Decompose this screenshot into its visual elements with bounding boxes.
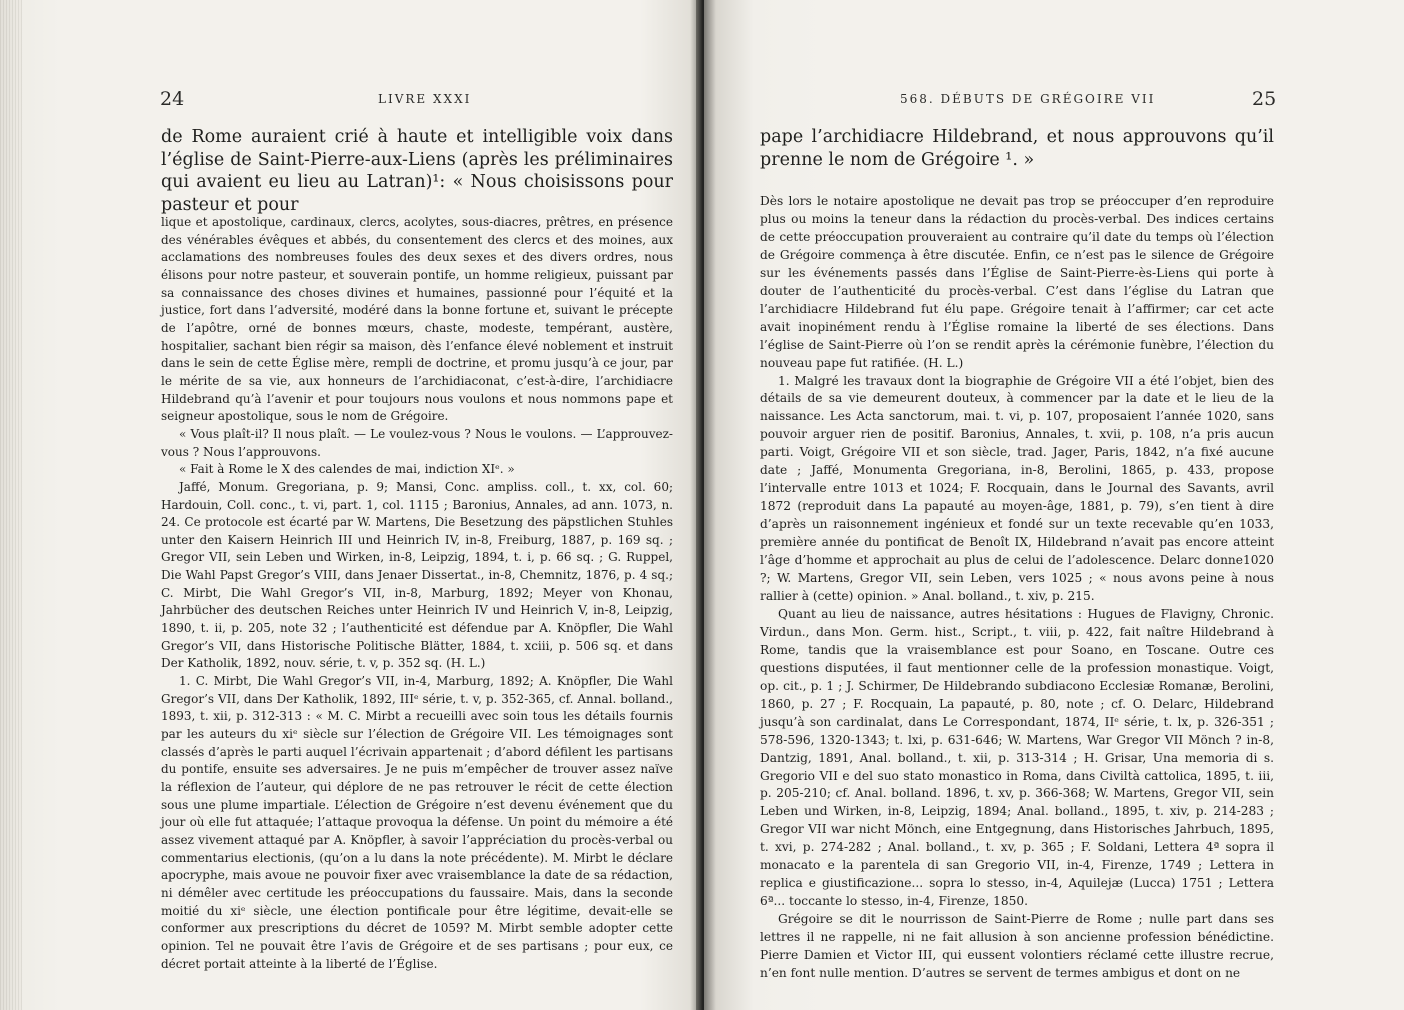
running-head: LIVRE XXXI [378,92,472,106]
main-text: pape l’archidiacre Hildebrand, et nous approuvons qu’il prenne le nom de Grégoire ¹. » [760,127,1274,170]
footnote-paragraph: « Vous plaît-il? Il nous plaît. — Le voulez-vous ? Nous le voulons. — L’approuvez-vous ? Nous l’approuvons. [161,426,673,459]
footnote-paragraph: 1. C. Mirbt, Die Wahl Gregor’s VII, in-4, Marburg, 1892; A. Knöpfler, Die Wahl Gregor’s VII, dans Der Katholik, 1892, IIIᵉ série, t. v, p. 352-365, cf. Annal. bolland., 1893, t. xii, p. 312-313 : « M. C. Mirbt a recueilli avec soin tous les détails fournis par les auteurs du xiᵉ siècle sur l’élection de Grégoire VII. Les témoignages sont classés d’après le parti auquel l’écrivain appartenait ; d’abord défilent les partisans du pontife, ensuite ses adversaires. Je ne puis m’empêcher de trouver assez naïve la réflexion de l’auteur, qui déplore de ne pas retrouver le récit de cette élection sous une plume impartiale. L’élection de Grégoire n’est devenu événement que du jour où elle fut attaquée; l’attaque provoqua la défense. Un point du mémoire a été assez vivement attaqué par A. Knöpfler, à savoir l’appréciation du procès-verbal ou commentarius electionis, (qu’on a lu dans la note précédente). M. Mirbt le déclare apocryphe, mais avoue ne pouvoir fixer avec vraisemblance la date de sa rédaction, ni démêler avec certitude les préoccupations du faussaire. Mais, dans la seconde moitié du xiᵉ siècle, une élection pontificale pour être légitime, devait-elle se conformer aux prescriptions du décret de 1059? M. Mirbt semble adopter cette opinion. Tel ne pouvait être l’avis de Grégoire et de ses partisans ; pour eux, ce décret portait atteinte à la liberté de l’Église. [161,674,673,971]
main-text: de Rome auraient crié à haute et intelligible voix dans l’église de Saint-Pierre-aux-Liens (après les préliminaires qui avaient eu lieu au Latran)¹: « Nous choisissons pour pasteur et pour [161,127,673,215]
running-head: 568. DÉBUTS DE GRÉGOIRE VII [900,92,1156,106]
footnote-paragraph: Jaffé, Monum. Gregoriana, p. 9; Mansi, Conc. ampliss. coll., t. xx, col. 60; Hardouin, Coll. conc., t. vi, part. 1, col. 1115 ; Baronius, Annales, ad ann. 1073, n. 24. Ce protocole est écarté par W. Martens, Die Besetzung des päpstlichen Stuhles unter den Kaisern Heinrich III und Heinrich IV, in-8, Freiburg, 1887, p. 169 sq. ; Gregor VII, sein Leben und Wirken, in-8, Leipzig, 1894, t. i, p. 66 sq. ; G. Ruppel, Die Wahl Papst Gregor’s VIII, dans Jenaer Dissertat., in-8, Chemnitz, 1876, p. 4 sq.; C. Mirbt, Die Wahl Gregor’s VII, in-8, Marburg, 1892; Meyer von Khonau, Jahrbücher des deutschen Reiches unter Heinrich IV und Heinrich V, in-8, Leipzig, 1890, t. ii, p. 205, note 32 ; l’authenticité est défendue par A. Knöpfler, Die Wahl Gregor’s VII, dans Historische Politische Blätter, 1884, t. xciii, p. 506 sq. et dans Der Katholik, 1892, nouv. série, t. v, p. 352 sq. (H. L.) [161,479,673,671]
page-number: 24 [160,88,185,110]
page-edge [0,0,22,1010]
footnote-paragraph: « Fait à Rome le X des calendes de mai, indiction XIᵉ. » [179,462,515,477]
footnotes [760,193,1274,983]
footnote-paragraph: Dès lors le notaire apostolique ne devait pas trop se préoccuper d’en reproduire plus ou moins la teneur dans la rédaction du procès-verbal. Des indices certains de cette préoccupation prouveraient au contraire qu’il date du temps où l’élection de Grégoire commença à être discutée. Enfin, ce n’est pas le silence de Grégoire sur les événements passés dans l’Église de Saint-Pierre-ès-Liens qui porte à douter de l’authenticité du procès-verbal. C’est dans l’église du Latran que l’archidiacre Hildebrand fut élu pape. Grégoire tenait à l’affirmer; car cet acte avait inopinément rendu à l’Église romaine la liberté de ses élections. Dans l’église de Saint-Pierre où l’on se rendit après la cérémonie funèbre, l’élection du nouveau pape fut ratifiée. (H. L.) [760,194,1274,370]
footnote-paragraph: lique et apostolique, cardinaux, clercs, acolytes, sous-diacres, prêtres, en présence des vénérables évêques et abbés, du consentement des clercs et des moines, aux acclamations des nombreuses foules des deux sexes et des divers ordres, nous élisons pour notre pasteur, et souverain pontife, un homme religieux, puissant par sa connaissance des choses divines et humaines, passionné pour l’équité et la justice, fort dans l’adversité, modéré dans la bonne fortune et, suivant le précepte de l’apôtre, orné de bonnes mœurs, chaste, modeste, tempérant, austère, hospitalier, sachant bien régir sa maison, dès l’enfance élevé noblement et instruit dans le sein de cette Église mère, rempli de doctrine, et promu jusqu’à ce jour, par le mérite de sa vie, aux honneurs de l’archidiaconat, c’est-à-dire, l’archidiacre Hildebrand qu’à l’avenir et pour toujours nous voulons et nous nommons pape et seigneur apostolique, sous le nom de Grégoire. [161,215,673,424]
right-page [704,0,1404,1010]
footnote-paragraph: Grégoire se dit le nourrisson de Saint-Pierre de Rome ; nulle part dans ses lettres il ne rappelle, ni ne fait allusion à son ancienne profession bénédictine. Pierre Damien et Victor III, qui eussent volontiers réclamé cette illustre recrue, n’en font nulle mention. D’autres se servent de termes ambigus et dont on ne [760,912,1274,980]
footnote-paragraph: Quant au lieu de naissance, autres hésitations : Hugues de Flavigny, Chronic. Virdun., dans Mon. Germ. hist., Script., t. viii, p. 422, fait naître Hildebrand à Rome, tandis que la vraisemblance est pour Soano, en Toscane. Outre ces questions disputées, il faut mentionner celle de la profession monastique. Voigt, op. cit., p. 1 ; J. Schirmer, De Hildebrando subdiacono Ecclesiæ Romanæ, Berolini, 1860, p. 27 ; F. Rocquain, La papauté, p. 80, note ; cf. O. Delarc, Hildebrand jusqu’à son cardinalat, dans Le Correspondant, 1874, IIᵉ série, t. lx, p. 326-351 ; 578-596, 1320-1343; t. lxi, p. 631-646; W. Martens, War Gregor VII Mönch ? in-8, Dantzig, 1891, Anal. bolland., t. xii, p. 313-314 ; H. Grisar, Una memoria di s. Gregorio VII e del suo stato monastico in Roma, dans Civiltà cattolica, 1895, t. iii, p. 205-210; cf. Anal. bolland. 1896, t. xv, p. 366-368; W. Martens, Gregor VII, sein Leben und Wirken, in-8, Leipzig, 1894; Anal. bolland., 1895, t. xiv, p. 214-283 ; Gregor VII war nicht Mönch, eine Entgegnung, dans Historisches Jahrbuch, 1895, t. xvi, p. 274-282 ; Anal. bolland., t. xv, p. 365 ; F. Soldani, Lettera 4ª sopra il monacato e la parentela di san Gregorio VII, in-4, Firenze, 1749 ; Lettera in replica e giustificazione... sopra lo stesso, in-4, Aquilejæ (Lucca) 1751 ; Lettera 6ª... toccante lo stesso, in-4, Firenze, 1850. [760,606,1274,909]
footnotes [161,214,673,973]
left-page [0,0,700,1010]
footnote-paragraph: 1. Malgré les travaux dont la biographie de Grégoire VII a été l’objet, bien des détails de sa vie demeurent douteux, à commencer par la date et le lieu de la naissance. Les Acta sanctorum, mai. t. vi, p. 107, proposaient l’année 1020, sans pouvoir arguer rien de positif. Baronius, Annales, t. xvii, p. 108, n’a pris aucun parti. Voigt, Grégoire VII et son siècle, trad. Jager, Paris, 1842, n’a fixé aucune date ; Jaffé, Monumenta Gregoriana, in-8, Berolini, 1865, p. 433, propose l’intervalle entre 1013 et 1024; F. Rocquain, dans le Journal des Savants, avril 1872 (reproduit dans La papauté au moyen-âge, 1881, p. 79), s’en tient à dire d’après un raisonnement ingénieux et fondé sur un texte recevable qu’en 1033, première année du pontificat de Benoît IX, Hildebrand n’avait pas encore atteint l’âge d’homme et approchait au plus de celui de l’adolescence. Delarc donne1020 ?; W. Martens, Gregor VII, sein Leben, vers 1025 ; « nous avons peine à nous rallier à (cette) opinion. » Anal. bolland., t. xiv, p. 215. [760,373,1274,603]
page-number: 25 [1252,88,1277,110]
